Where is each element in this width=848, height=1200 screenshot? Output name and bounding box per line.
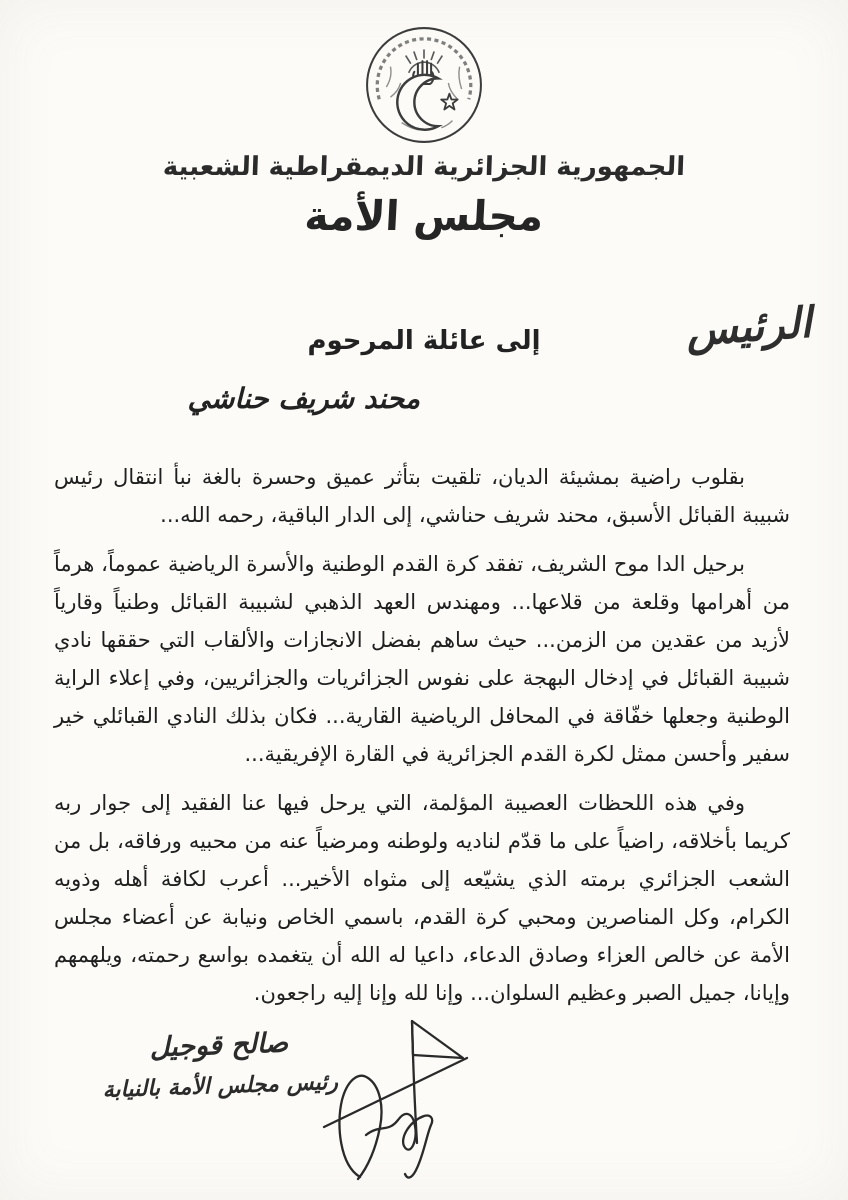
body-paragraph: بقلوب راضية بمشيئة الديان، تلقيت بتأثر عميق وحسرة بالغة نبأ انتقال رئيس شبيبة القبائل الأسبق، محند شريف حناشي، إلى الدار الباقية، رحمه الله... <box>54 465 790 527</box>
president-label: الرئيس <box>684 297 814 356</box>
council-of-the-nation-title: مجلس الأمة <box>303 192 545 240</box>
body-paragraph: برحيل الدا موح الشريف، تفقد كرة القدم الوطنية والأسرة الرياضية عموماً، هرماً من أهرامها وقلعة من قلاعها... ومهندس العهد الذهبي لشبيبة القبائل وطنياً وقارياً لأزيد من عقدين من الزمن... حيث ساهم بفضل الانجازات والألقاب التي حققها نادي شبيبة القبائل في إدخال البهجة على نفوس الجزائريات والجزائريين، وفي إعلاء الراية الوطنية وجعلها خفّاقة في المحافل الرياضية القارية... فكان بذلك النادي القبائلي خير سفير وأحسن ممثل لكرة القدم الجزائرية في القارة الإفريقية... <box>54 552 790 766</box>
signatory-name: صالح قوجيل <box>149 1027 289 1064</box>
signatory-title: رئيس مجلس الأمة بالنيابة <box>102 1069 339 1104</box>
letter-body <box>54 458 790 1023</box>
algeria-state-emblem-icon <box>363 24 485 146</box>
body-paragraph: وفي هذه اللحظات العصيبة المؤلمة، التي يرحل فيها عنا الفقيد إلى جوار ربه كريما بأخلاقه، راضياً على ما قدّم لناديه ولوطنه ومرضياً عنه من محبيه ورفاقه، بل من الشعب الجزائري برمته الذي يشيّعه إلى مثواه الأخير... أعرب لكافة أهله وذويه الكرام، وكل المناصرين ومحبي كرة القدم، باسمي الخاص ونيابة عن أعضاء مجلس الأمة عن خالص العزاء وصادق الدعاء، داعيا له الله أن يتغمده بواسع رحمته، ويلهمهم وإيانا، جميل الصبر وعظيم السلوان... وإنا لله وإنا إليه راجعون. <box>54 791 790 1005</box>
deceased-name: محند شريف حناشي <box>187 382 420 415</box>
republic-title: الجمهورية الجزائرية الديمقراطية الشعبية <box>162 152 686 182</box>
handwritten-signature <box>300 1005 530 1200</box>
recipient-heading: إلى عائلة المرحوم <box>307 326 541 356</box>
